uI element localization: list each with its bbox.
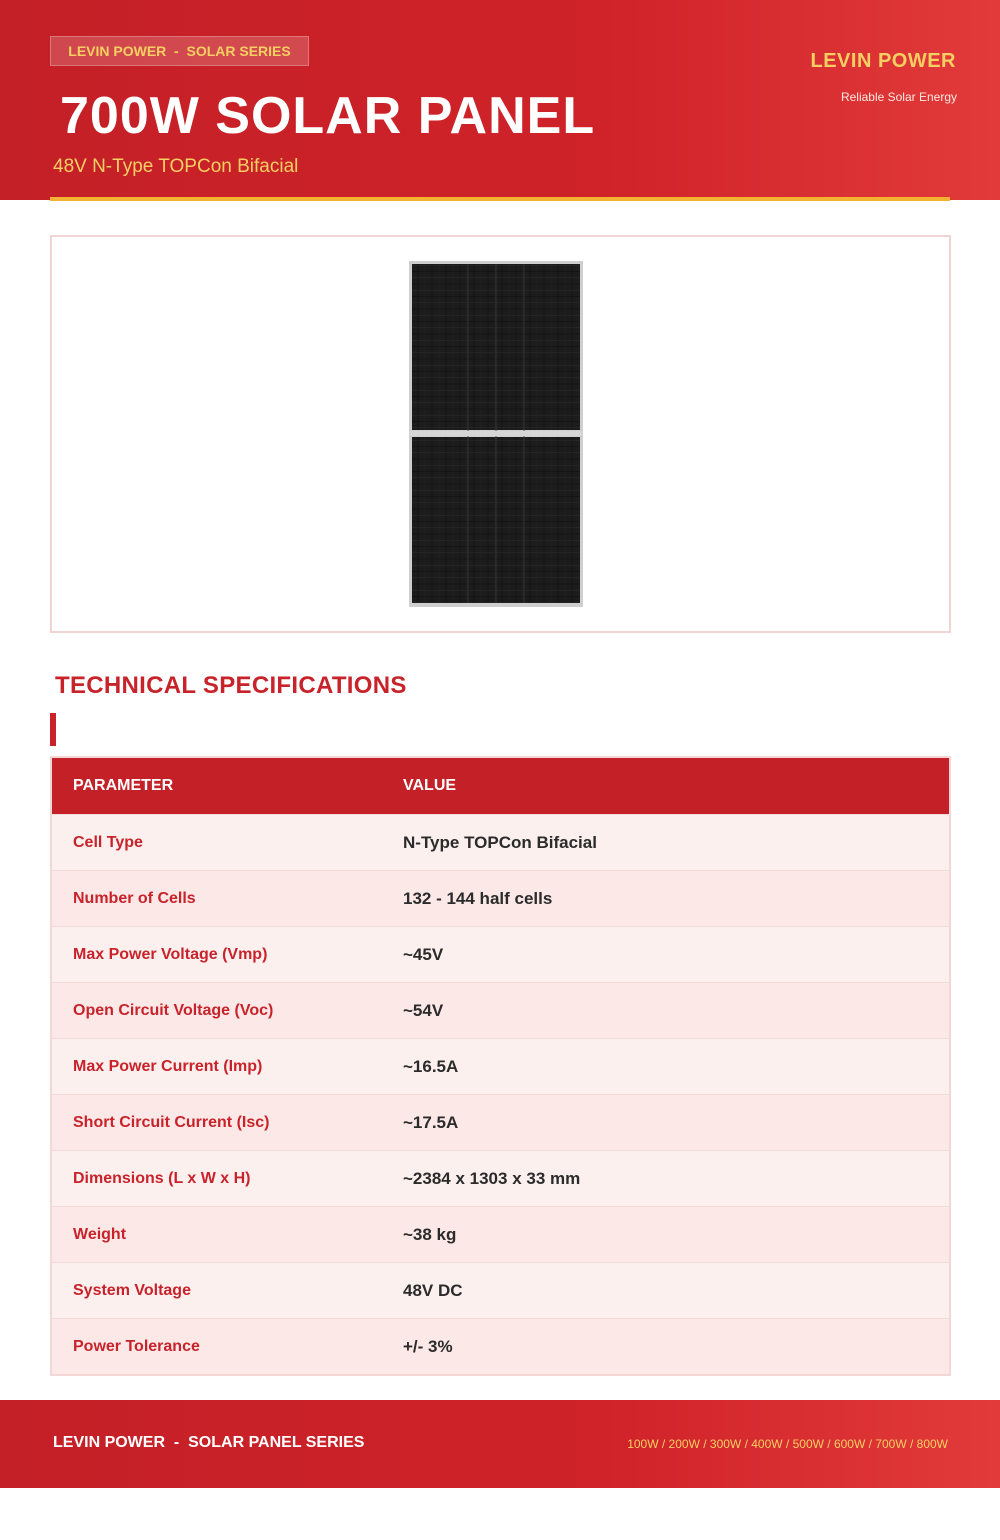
table-row	[52, 1262, 949, 1318]
spec-value: +/- 3%	[403, 1336, 453, 1356]
header-banner	[0, 0, 1000, 200]
table-row	[52, 1038, 949, 1094]
table-row	[52, 1150, 949, 1206]
spec-parameter: Short Circuit Current (Isc)	[73, 1113, 270, 1131]
spec-value: ~17.5A	[403, 1112, 459, 1132]
spec-parameter: Number of Cells	[73, 889, 196, 907]
footer-wattage-list: 100W / 200W / 300W / 400W / 500W / 600W / 700W / 800W	[627, 1437, 948, 1451]
brand-tagline: Reliable Solar Energy	[840, 90, 957, 104]
spec-value: ~54V	[403, 1000, 444, 1020]
spec-parameter: Cell Type	[73, 833, 143, 851]
spec-parameter: Open Circuit Voltage (Voc)	[73, 1001, 274, 1019]
table-row	[52, 1318, 949, 1374]
column-header-parameter: PARAMETER	[73, 777, 174, 794]
table-header	[52, 758, 949, 814]
spec-value: ~38 kg	[403, 1224, 457, 1244]
header-divider	[50, 197, 950, 201]
spec-parameter: Weight	[73, 1225, 127, 1243]
spec-table	[50, 756, 951, 1376]
spec-value: ~2384 x 1303 x 33 mm	[403, 1168, 581, 1188]
spec-value: 48V DC	[403, 1280, 463, 1300]
table-row	[52, 926, 949, 982]
section-title: TECHNICAL SPECIFICATIONS	[55, 672, 407, 699]
series-badge: LEVIN POWER - SOLAR SERIES	[50, 36, 309, 66]
spec-parameter: System Voltage	[73, 1281, 191, 1299]
column-header-value: VALUE	[403, 777, 457, 794]
section-marker	[50, 713, 56, 746]
table-row	[52, 982, 949, 1038]
spec-value: ~45V	[403, 944, 444, 964]
table-row	[52, 870, 949, 926]
spec-parameter: Power Tolerance	[73, 1337, 200, 1355]
brand-name: LEVIN POWER	[810, 50, 956, 72]
footer-banner	[0, 1400, 1000, 1488]
page-subtitle: 48V N-Type TOPCon Bifacial	[53, 156, 299, 177]
table-row	[52, 1206, 949, 1262]
table-row	[52, 814, 949, 870]
solar-panel-icon	[362, 259, 592, 609]
table-body	[52, 814, 949, 1374]
spec-value: ~16.5A	[403, 1056, 459, 1076]
solar-panel-graphic	[362, 259, 592, 609]
page-title: 700W SOLAR PANEL	[60, 87, 596, 145]
spec-parameter: Max Power Voltage (Vmp)	[73, 945, 268, 963]
spec-parameter: Max Power Current (Imp)	[73, 1057, 263, 1075]
table-row	[52, 1094, 949, 1150]
product-image-frame	[50, 235, 951, 633]
footer-series-label: LEVIN POWER - SOLAR PANEL SERIES	[53, 1434, 365, 1451]
spec-value: N-Type TOPCon Bifacial	[403, 832, 597, 852]
spec-value: 132 - 144 half cells	[403, 888, 553, 908]
spec-parameter: Dimensions (L x W x H)	[73, 1169, 251, 1187]
